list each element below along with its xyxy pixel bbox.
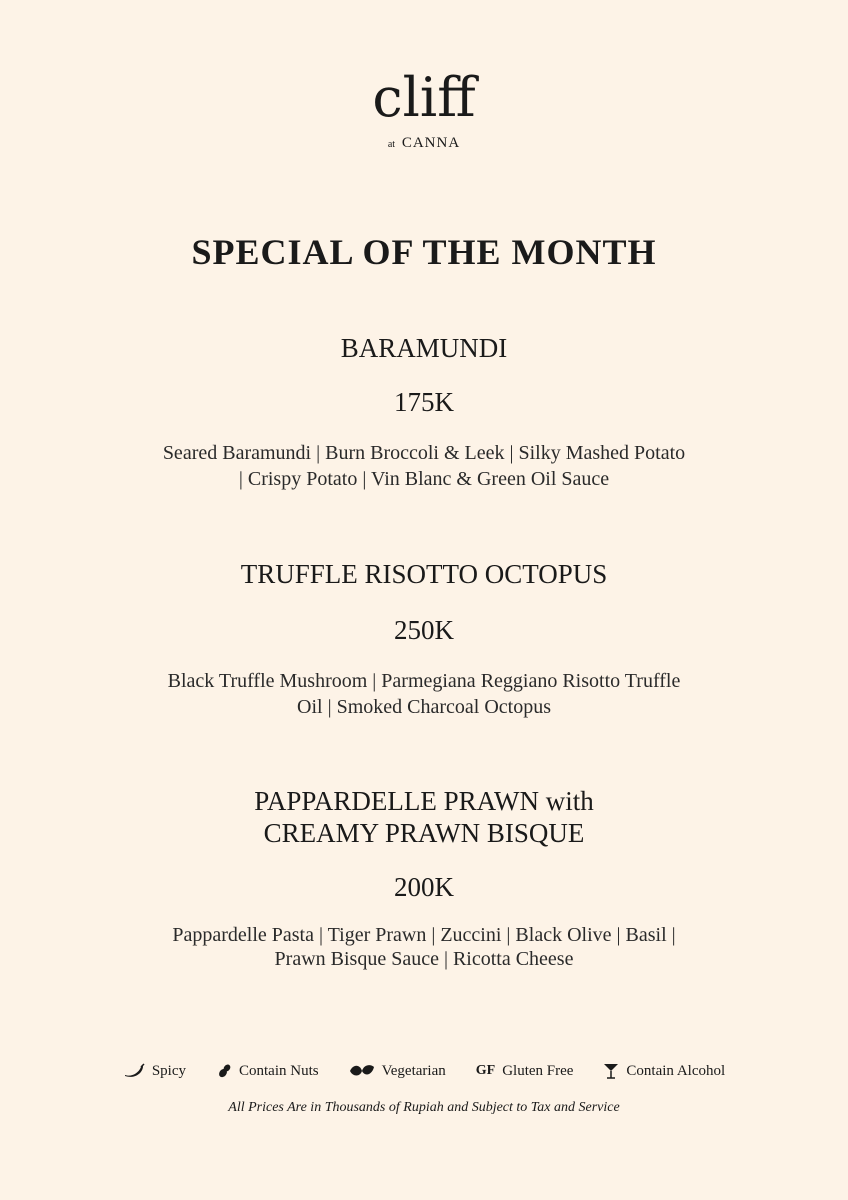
item-description-line: Prawn Bisque Sauce | Ricotta Cheese — [274, 948, 574, 970]
menu-item-pappardelle-prawn — [0, 785, 848, 971]
item-description-line: Black Truffle Mushroom | Parmegiana Reggiano Risotto Truffle — [167, 670, 681, 692]
item-description — [0, 440, 848, 492]
dietary-legend — [0, 1060, 848, 1082]
page-title: SPECIAL OF THE MONTH — [191, 232, 657, 272]
item-name: TRUFFLE RISOTTO OCTOPUS — [240, 559, 608, 589]
price-footnote: All Prices Are in Thousands of Rupiah and Subject to Tax and Service — [228, 1100, 620, 1115]
item-price: 175K — [394, 387, 454, 417]
item-description-line: Oil | Smoked Charcoal Octopus — [297, 696, 551, 718]
legend-gluten-free — [476, 1060, 574, 1082]
logo-wordmark: cliff — [372, 66, 476, 129]
legend-spicy — [123, 1060, 186, 1082]
legend-label: Vegetarian — [381, 1063, 446, 1079]
brand-logo — [0, 68, 848, 154]
legend-vegetarian — [349, 1060, 446, 1082]
logo-sub-brand: CANNA — [401, 135, 461, 151]
leaf-icon — [349, 1063, 375, 1079]
chili-icon — [123, 1063, 145, 1079]
nuts-icon — [216, 1063, 232, 1079]
legend-label: Spicy — [151, 1063, 186, 1079]
item-name: CREAMY PRAWN BISQUE — [263, 818, 585, 848]
item-price: 250K — [394, 615, 454, 645]
item-description-line: Seared Baramundi | Burn Broccoli & Leek | Silky Mashed Potato — [162, 442, 686, 464]
item-name: BARAMUNDI — [340, 333, 508, 363]
legend-nuts — [216, 1060, 319, 1082]
legend-label: Gluten Free — [502, 1063, 574, 1079]
legend-label: Contain Alcohol — [626, 1063, 726, 1079]
item-description-line: Pappardelle Pasta | Tiger Prawn | Zuccini | Black Olive | Basil | — [172, 924, 676, 946]
legend-label: Contain Nuts — [239, 1063, 319, 1079]
logo-sub-at: at — [387, 139, 396, 150]
legend-alcohol — [603, 1060, 725, 1082]
item-price: 200K — [394, 872, 454, 902]
menu-item-truffle-risotto-octopus — [0, 558, 848, 720]
item-description — [0, 668, 848, 720]
cocktail-icon — [603, 1062, 619, 1080]
logo-subtitle — [0, 134, 848, 154]
gluten-free-icon: GF — [475, 1063, 496, 1078]
item-description — [0, 923, 848, 971]
item-name: PAPPARDELLE PRAWN with — [254, 786, 594, 816]
menu-item-baramundi — [0, 332, 848, 502]
item-description-line: | Crispy Potato | Vin Blanc & Green Oil Sauce — [238, 468, 610, 490]
